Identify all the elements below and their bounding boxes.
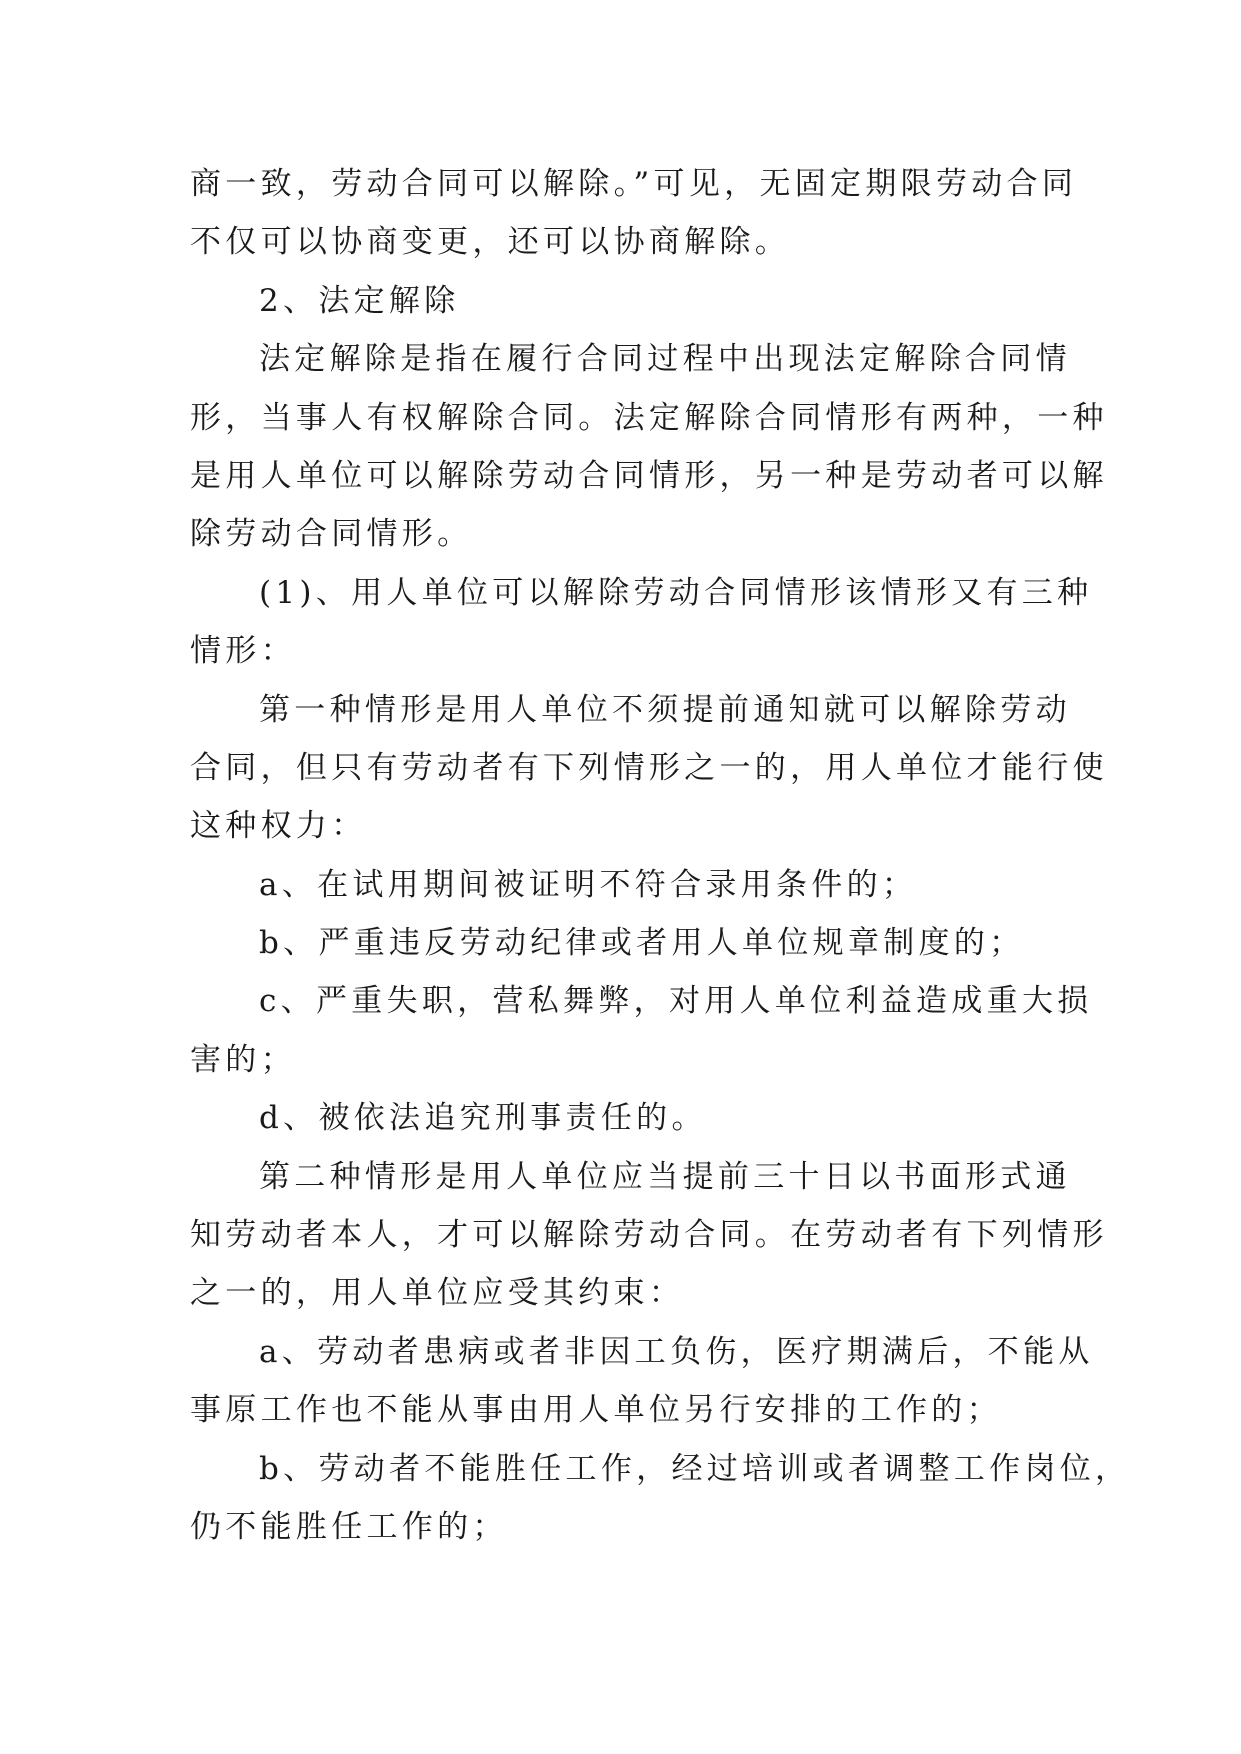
text-line: 第二种情形是用人单位应当提前三十日以书面形式通	[259, 1158, 1071, 1195]
text-line: 知劳动者本人，才可以解除劳动合同。在劳动者有下列情形	[190, 1217, 1108, 1254]
list-item: b、劳动者不能胜任工作，经过培训或者调整工作岗位，	[259, 1450, 1131, 1487]
text-line: 之一的，用人单位应受其约束：	[190, 1275, 685, 1312]
text-line: 法定解除是指在履行合同过程中出现法定解除合同情	[259, 341, 1071, 378]
text-line: 除劳动合同情形。	[190, 516, 473, 553]
list-item: b、严重违反劳动纪律或者用人单位规章制度的；	[259, 925, 1025, 962]
document-body	[190, 155, 1131, 1556]
text-line: 商一致，劳动合同可以解除。”可见，无固定期限劳动合同	[190, 166, 1078, 202]
text-line: 第一种情形是用人单位不须提前通知就可以解除劳动	[259, 691, 1071, 728]
text-line: 是用人单位可以解除劳动合同情形，另一种是劳动者可以解	[190, 457, 1108, 494]
list-item: a、劳动者患病或者非因工负伤，医疗期满后，不能从	[259, 1333, 1094, 1370]
text-line: 合同，但只有劳动者有下列情形之一的，用人单位才能行使	[190, 749, 1108, 786]
list-item: d、被依法追究刑事责任的。	[259, 1100, 707, 1137]
text-line: 不仅可以协商变更，还可以协商解除。	[190, 224, 791, 261]
section-heading: 2、法定解除	[259, 282, 460, 319]
list-item: a、在试用期间被证明不符合录用条件的；	[259, 866, 918, 903]
text-line: (1)、用人单位可以解除劳动合同情形该情形又有三种	[259, 574, 1093, 611]
list-item: c、严重失职，营私舞弊，对用人单位利益造成重大损	[259, 983, 1093, 1020]
text-line: 仍不能胜任工作的；	[190, 1508, 508, 1545]
text-line: 害的；	[190, 1041, 296, 1078]
text-line: 这种权力：	[190, 808, 367, 845]
text-line: 情形：	[190, 633, 296, 670]
text-line: 事原工作也不能从事由用人单位另行安排的工作的；	[190, 1392, 1002, 1429]
text-line: 形，当事人有权解除合同。法定解除合同情形有两种，一种	[190, 399, 1108, 436]
